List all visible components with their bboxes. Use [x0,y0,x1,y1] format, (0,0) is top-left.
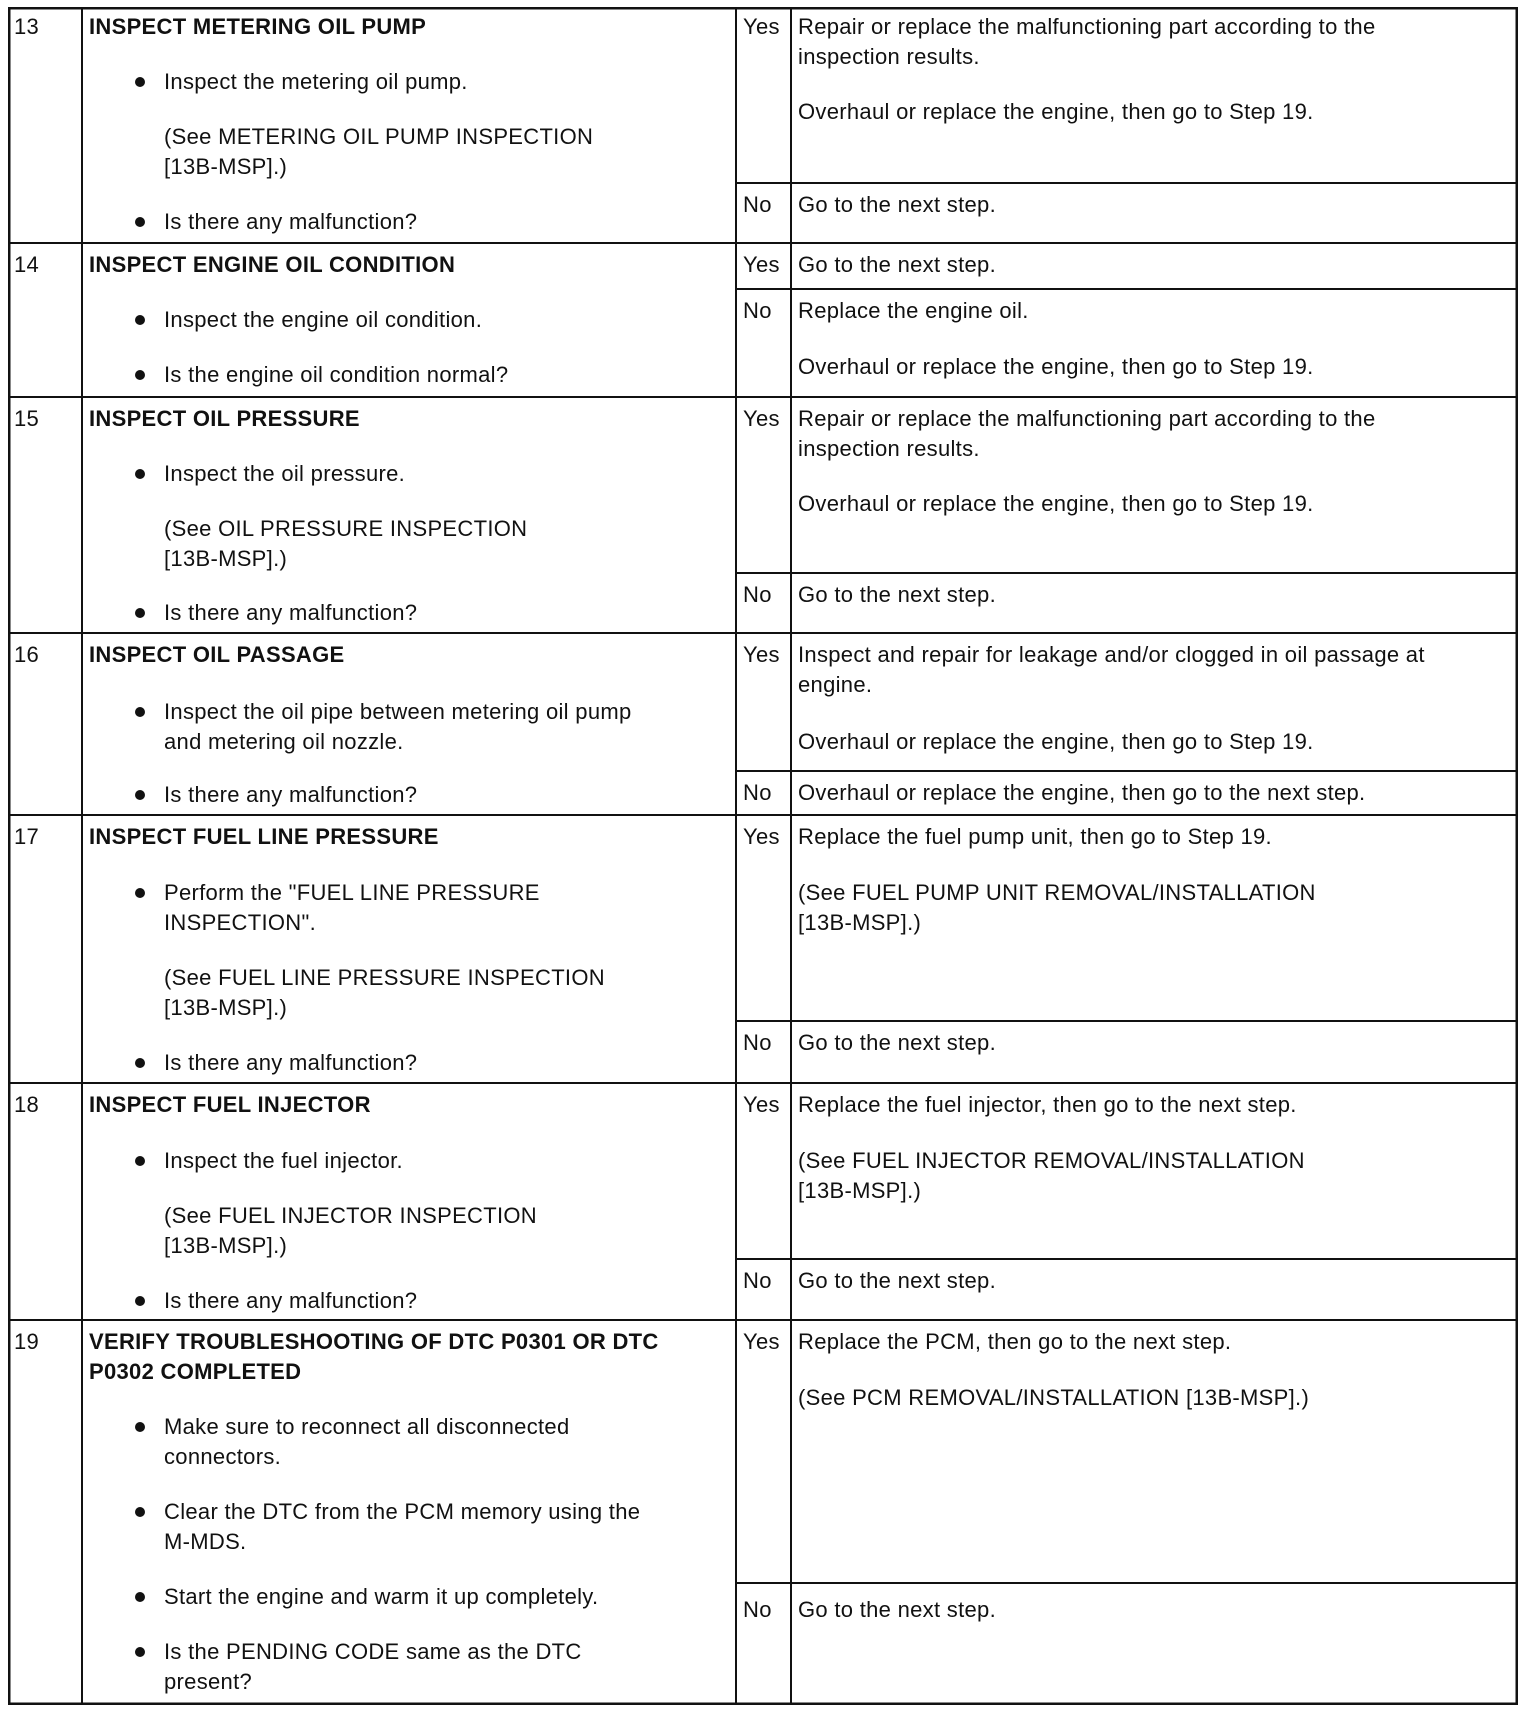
no-action: Overhaul or replace the engine, then go to the next step. [798,780,1366,805]
check-item: Is there any malfunction? [164,782,418,807]
yes-action: Replace the fuel pump unit, then go to Step 19. [798,824,1272,849]
yes-action: Overhaul or replace the engine, then go to Step 19. [798,491,1314,516]
yes-action: Overhaul or replace the engine, then go to Step 19. [798,729,1314,754]
step-title: INSPECT ENGINE OIL CONDITION [89,252,456,277]
no-action: Go to the next step. [798,582,997,607]
yes-action: [13B-MSP].) [798,1178,922,1203]
check-item: Is there any malfunction? [164,1050,418,1075]
step-title: INSPECT METERING OIL PUMP [89,14,427,39]
reference-text: [13B-MSP].) [164,995,288,1020]
bullet-icon [135,1422,145,1432]
yes-label: Yes [743,642,780,667]
yes-action: Repair or replace the malfunctioning part according to the [798,14,1376,39]
yes-action: Inspect and repair for leakage and/or clogged in oil passage at [798,642,1425,667]
bullet-icon [135,888,145,898]
no-label: No [743,582,772,607]
yes-action: [13B-MSP].) [798,910,922,935]
check-item: Is the PENDING CODE same as the DTC [164,1639,582,1664]
bullet-icon [135,1296,145,1306]
step-number: 18 [14,1092,40,1117]
check-item: Start the engine and warm it up completely. [164,1584,599,1609]
step-title: P0302 COMPLETED [89,1359,302,1384]
reference-text: [13B-MSP].) [164,1233,288,1258]
reference-text: (See FUEL INJECTOR INSPECTION [164,1203,537,1228]
check-item: Is there any malfunction? [164,1288,418,1313]
yes-action: inspection results. [798,44,980,69]
no-action: Go to the next step. [798,1030,997,1055]
bullet-icon [135,1592,145,1602]
yes-action: (See FUEL INJECTOR REMOVAL/INSTALLATION [798,1148,1305,1173]
bullet-icon [135,1647,145,1657]
no-action: Go to the next step. [798,1597,997,1622]
no-label: No [743,780,772,805]
step-title: INSPECT FUEL LINE PRESSURE [89,824,439,849]
step-title: INSPECT OIL PASSAGE [89,642,345,667]
step-number: 16 [14,642,40,667]
bullet-icon [135,790,145,800]
check-item: INSPECTION". [164,910,316,935]
bullet-icon [135,315,145,325]
yes-action: inspection results. [798,436,980,461]
check-item: and metering oil nozzle. [164,729,404,754]
yes-label: Yes [743,1092,780,1117]
yes-action: Replace the fuel injector, then go to the next step. [798,1092,1297,1117]
yes-label: Yes [743,252,780,277]
no-action: Overhaul or replace the engine, then go to Step 19. [798,354,1314,379]
bullet-icon [135,370,145,380]
step-number: 14 [14,252,40,277]
troubleshooting-table [8,7,1518,1705]
reference-text: (See OIL PRESSURE INSPECTION [164,516,528,541]
check-item: Clear the DTC from the PCM memory using the [164,1499,641,1524]
step-number: 19 [14,1329,40,1354]
check-item: Perform the "FUEL LINE PRESSURE [164,880,540,905]
reference-text: (See FUEL LINE PRESSURE INSPECTION [164,965,605,990]
no-label: No [743,1597,772,1622]
step-number: 15 [14,406,40,431]
no-action: Replace the engine oil. [798,298,1029,323]
step-title: INSPECT FUEL INJECTOR [89,1092,371,1117]
yes-action: engine. [798,672,873,697]
check-item: Inspect the fuel injector. [164,1148,403,1173]
reference-text: [13B-MSP].) [164,546,288,571]
yes-label: Yes [743,406,780,431]
yes-label: Yes [743,14,780,39]
yes-action: (See FUEL PUMP UNIT REMOVAL/INSTALLATION [798,880,1316,905]
no-action: Go to the next step. [798,1268,997,1293]
yes-action: Replace the PCM, then go to the next step. [798,1329,1232,1354]
yes-action: Overhaul or replace the engine, then go to Step 19. [798,99,1314,124]
yes-label: Yes [743,1329,780,1354]
yes-action: Repair or replace the malfunctioning part according to the [798,406,1376,431]
check-item: Inspect the oil pipe between metering oil pump [164,699,632,724]
no-label: No [743,1268,772,1293]
check-item: present? [164,1669,253,1694]
no-label: No [743,1030,772,1055]
bullet-icon [135,1058,145,1068]
no-label: No [743,298,772,323]
reference-text: [13B-MSP].) [164,154,288,179]
check-item: Is the engine oil condition normal? [164,362,509,387]
bullet-icon [135,217,145,227]
bullet-icon [135,1507,145,1517]
step-title: INSPECT OIL PRESSURE [89,406,360,431]
check-item: Inspect the metering oil pump. [164,69,468,94]
yes-label: Yes [743,824,780,849]
bullet-icon [135,608,145,618]
bullet-icon [135,469,145,479]
check-item: Is there any malfunction? [164,600,418,625]
check-item: connectors. [164,1444,282,1469]
check-item: Inspect the oil pressure. [164,461,406,486]
check-item: Is there any malfunction? [164,209,418,234]
no-label: No [743,192,772,217]
check-item: M-MDS. [164,1529,247,1554]
bullet-icon [135,1156,145,1166]
step-title: VERIFY TROUBLESHOOTING OF DTC P0301 OR DTC [89,1329,659,1354]
yes-action: (See PCM REMOVAL/INSTALLATION [13B-MSP].) [798,1385,1310,1410]
check-item: Inspect the engine oil condition. [164,307,483,332]
bullet-icon [135,77,145,87]
reference-text: (See METERING OIL PUMP INSPECTION [164,124,594,149]
step-number: 13 [14,14,40,39]
bullet-icon [135,707,145,717]
check-item: Make sure to reconnect all disconnected [164,1414,570,1439]
yes-action: Go to the next step. [798,252,997,277]
step-number: 17 [14,824,40,849]
no-action: Go to the next step. [798,192,997,217]
